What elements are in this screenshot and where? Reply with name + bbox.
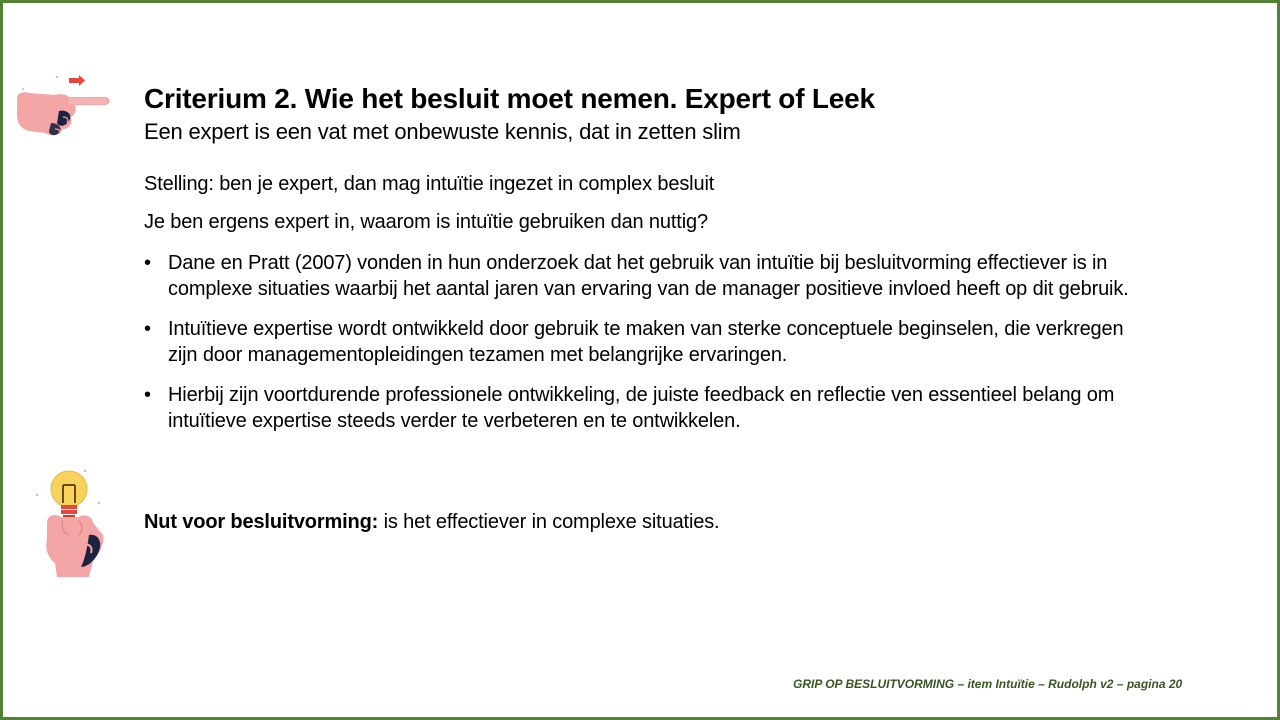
- bullet-text: Dane en Pratt (2007) vonden in hun onderzoek dat het gebruik van intuïtie bij besluitvorming effectiever is in complexe situaties waarbij het aantal jaren van ervaring van de manager positieve invloed heeft op dit gebruik.: [168, 252, 1129, 300]
- slide-title: Criterium 2. Wie het besluit moet nemen. Expert of Leek: [144, 83, 875, 114]
- hand-holding-lightbulb-icon: [33, 463, 109, 583]
- bullet-text: Intuïtieve expertise wordt ontwikkeld door gebruik te maken van sterke conceptuele beginselen, die verkregen zijn door managementopleidingen tezamen met belangrijke ervaringen.: [168, 318, 1124, 366]
- bullet-marker: •: [144, 318, 151, 340]
- bullet-marker: •: [144, 384, 151, 406]
- statement-paragraph: Stelling: ben je expert, dan mag intuïtie ingezet in complex besluit: [144, 173, 715, 195]
- page-footer: GRIP OP BESLUITVORMING – item Intuïtie – Rudolph v2 – pagina 20: [793, 677, 1183, 691]
- list-item: [144, 316, 1154, 368]
- pointing-hand-icon: [15, 71, 113, 141]
- bullet-list: [144, 250, 1154, 448]
- list-item: [144, 382, 1154, 434]
- conclusion-label: Nut voor besluitvorming:: [144, 511, 379, 533]
- bullet-marker: •: [144, 252, 151, 274]
- conclusion-text: is het effectiever in complexe situaties.: [378, 511, 720, 533]
- conclusion-line: [144, 511, 719, 534]
- slide-subtitle: Een expert is een vat met onbewuste kennis, dat in zetten slim: [144, 119, 741, 144]
- bullet-text: Hierbij zijn voortdurende professionele ontwikkeling, de juiste feedback en reflectie ven essentieel belang om intuïtieve expertise steeds verder te verbeteren en te ontwikkelen.: [168, 384, 1115, 432]
- question-paragraph: Je ben ergens expert in, waarom is intuïtie gebruiken dan nuttig?: [144, 211, 708, 233]
- list-item: [144, 250, 1154, 302]
